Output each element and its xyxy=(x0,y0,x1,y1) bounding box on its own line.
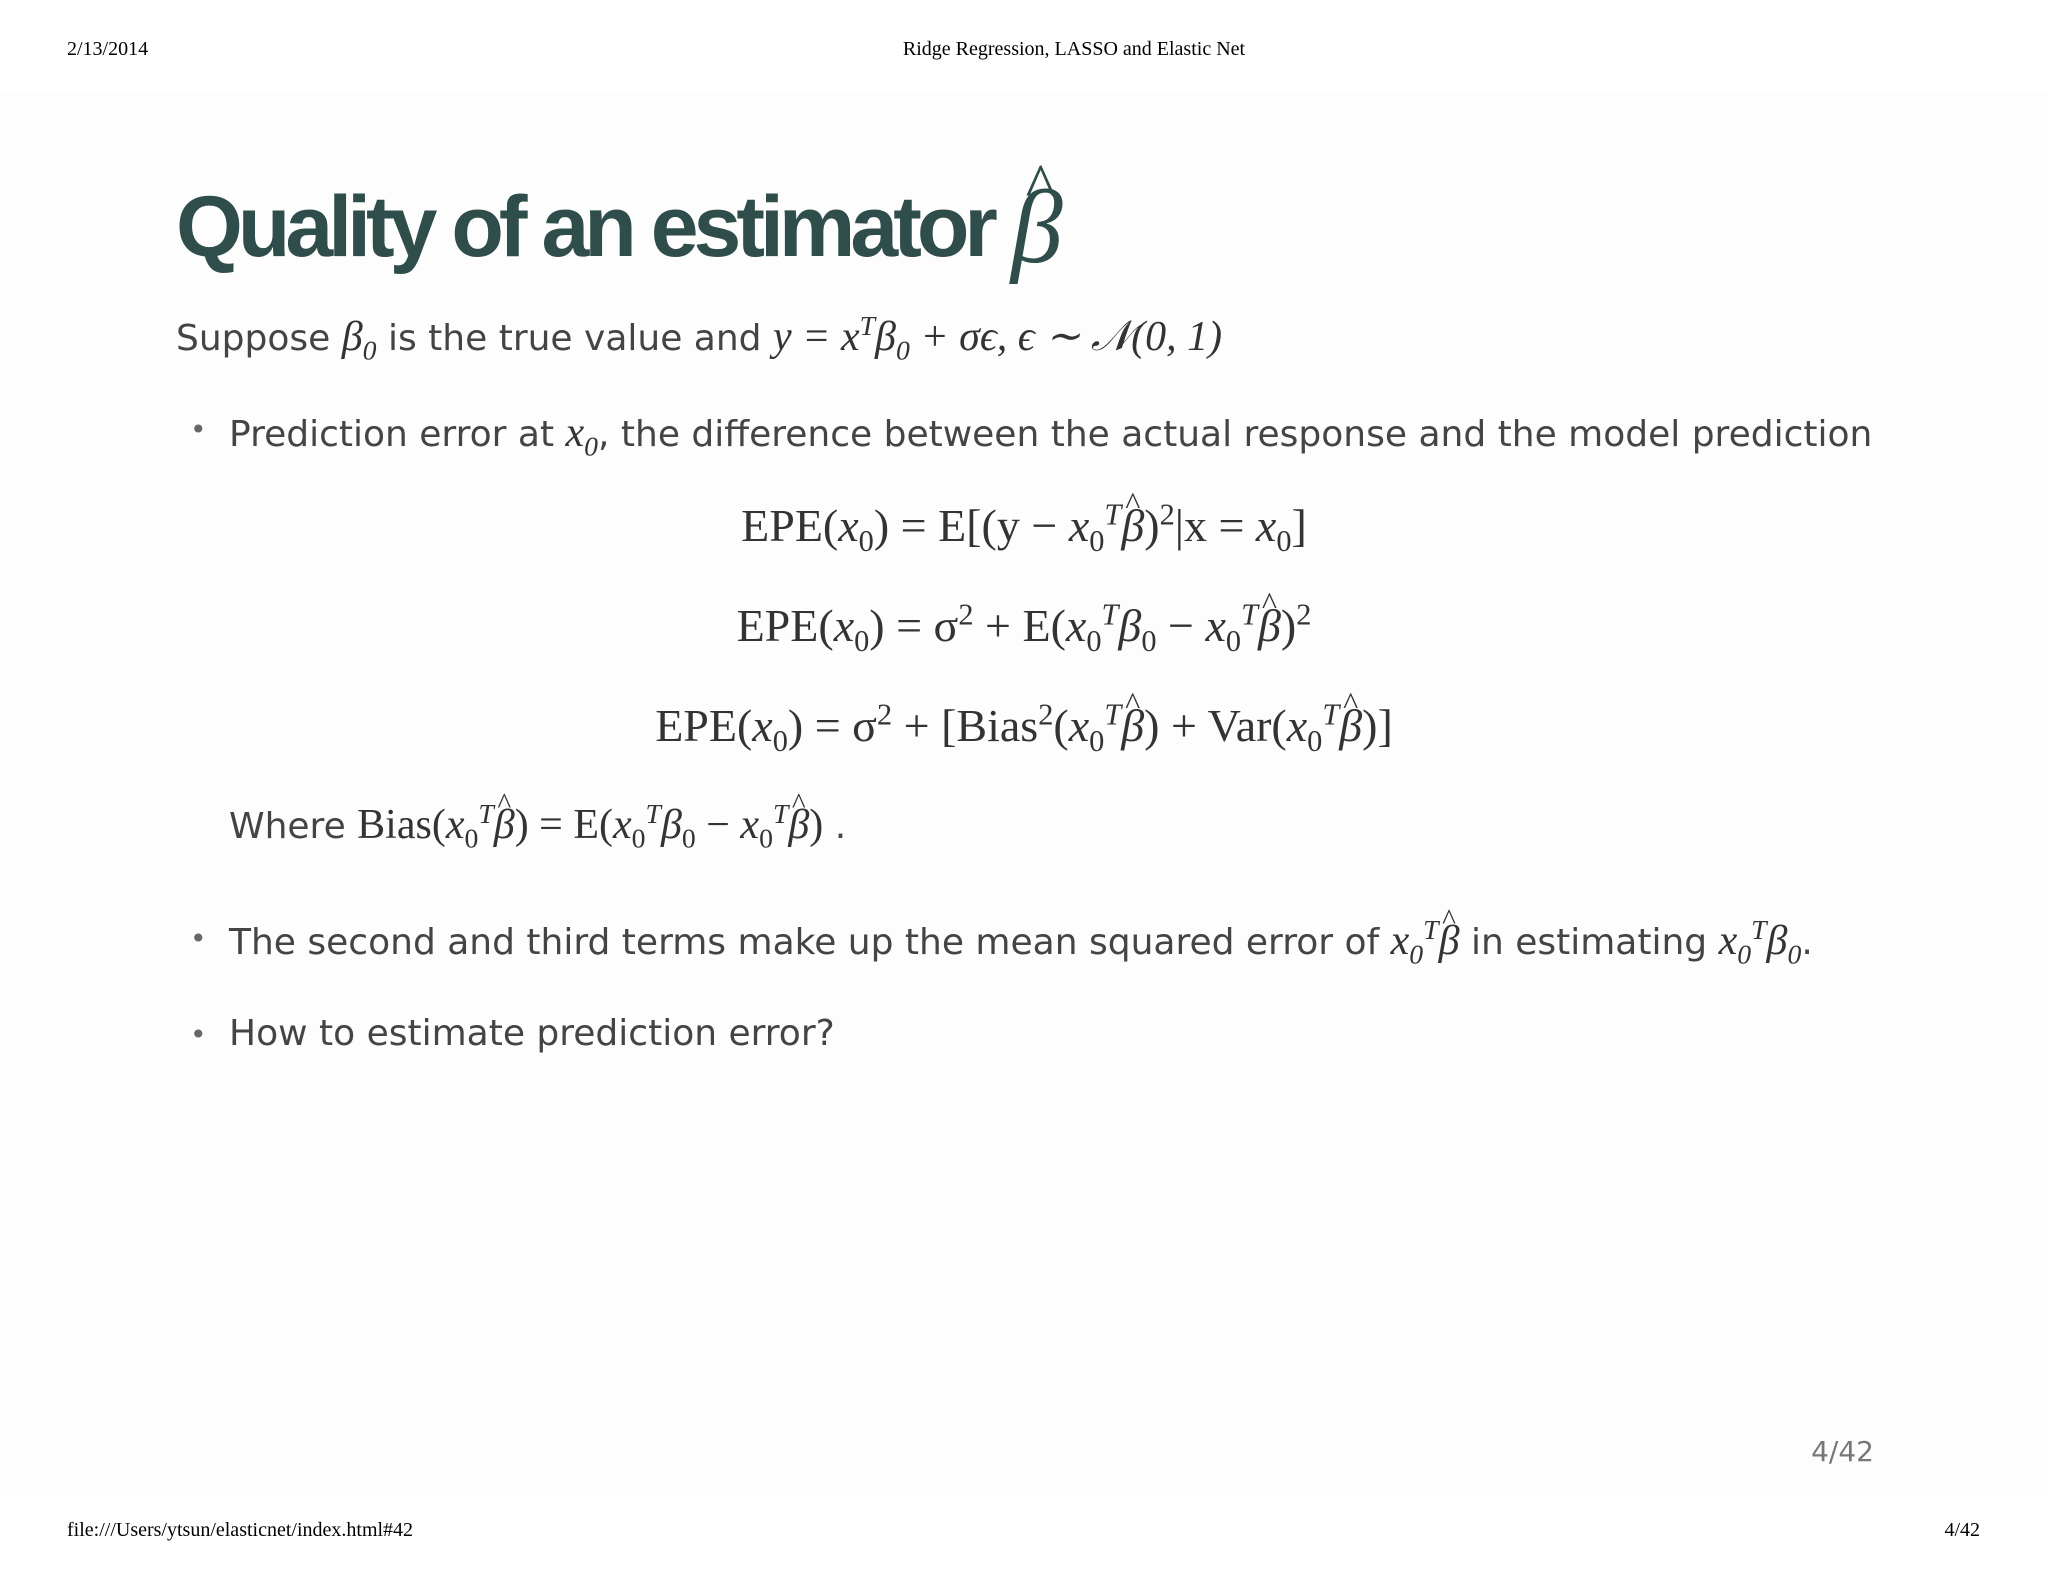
print-footer xyxy=(0,1519,2048,1547)
slide-page-number: 4/42 xyxy=(1811,1435,1874,1468)
bullet-1-suffix: , the difference between the actual response and the model prediction xyxy=(598,414,1873,455)
equation-1: $EPE(x_0) = E[(y$ − $x_0^T\^{}$ $\beta)^2|x = x_0$] xyxy=(0,498,2048,553)
bullet-3: How to estimate prediction error? xyxy=(229,1013,835,1054)
print-url: file:///Users/ytsun/elasticnet/index.html#42 xyxy=(67,1519,414,1541)
equation-3: $EPE(x_0) = \sigma^2$ + [$Bias^2(x_0^T\^{}$ $\beta) + Var(x_0^T\^{}$ β)] xyxy=(0,698,2048,753)
bias-definition: $Bias(x_0^T\^{}$ $\beta) = E(x_0^T\beta_0$ − $x_0^T\^{}$ β) xyxy=(357,802,823,848)
slide xyxy=(0,90,2048,1495)
where-period: . xyxy=(823,806,847,847)
bullet-2-target: $x_0^T\beta_0$ xyxy=(1718,914,1802,970)
print-header xyxy=(0,38,2048,66)
beta-hat-symbol: ^ β xyxy=(1011,176,1063,280)
bullet-1-prefix: Prediction error at xyxy=(229,414,566,455)
bullet-marker-1: • xyxy=(190,413,207,446)
bullet-2-prefix: The second and third terms make up the mean squared error of xyxy=(229,922,1391,963)
where-line xyxy=(229,798,847,854)
slide-title-text: Quality of an estimator xyxy=(176,179,993,275)
bullet-2 xyxy=(229,914,1813,970)
slide-title xyxy=(176,170,1063,285)
print-page-number: 4/42 xyxy=(1944,1519,1980,1541)
intro-middle: is the true value and xyxy=(376,318,773,359)
intro-prefix: Suppose xyxy=(176,318,342,359)
intro-beta: $\beta_0$ xyxy=(341,314,377,366)
bullet-marker-3: • xyxy=(190,1018,207,1051)
where-prefix: Where xyxy=(229,806,358,847)
print-date: 2/13/2014 xyxy=(67,38,149,60)
equation-2: $EPE(x_0) = \sigma^2 + E(x_0^T\beta_0$ − $x_0^T\^{}$ β)$^2$ xyxy=(0,598,2048,653)
print-document-title: Ridge Regression, LASSO and Elastic Net xyxy=(902,38,1246,60)
bullet-marker-2: • xyxy=(190,922,207,955)
intro-equation: $y = x^T\beta_0 + \sigma\epsilon$, ϵ ∼ 𝒩(0, 1) xyxy=(772,310,1223,366)
bullet-1 xyxy=(229,408,1873,462)
bullet-2-middle: in estimating xyxy=(1459,922,1719,963)
bullet-2-estimate: $x_0^T\^{}$ β xyxy=(1391,918,1460,964)
intro-line xyxy=(176,310,1223,366)
bullet-2-suffix: . xyxy=(1801,922,1813,963)
bullet-1-x0: $x_0$ xyxy=(565,410,599,462)
